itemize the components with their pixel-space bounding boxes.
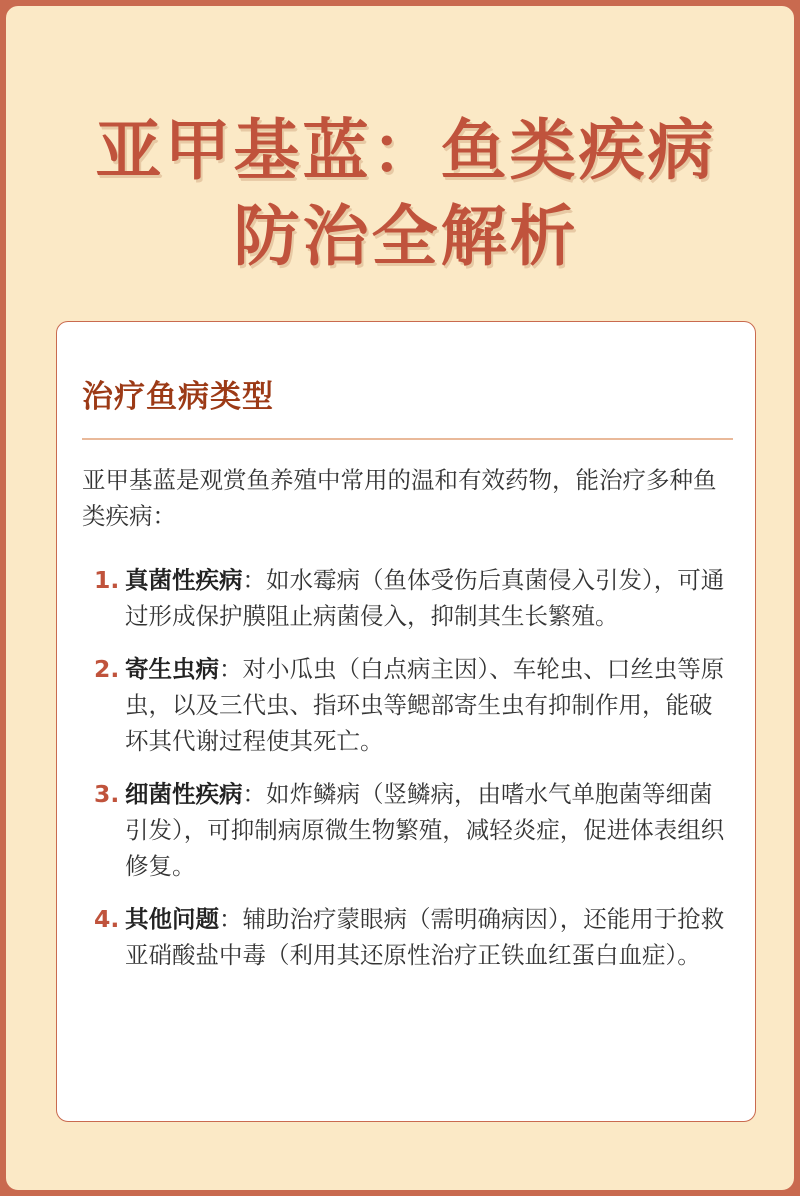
content-card: [56, 321, 756, 1122]
page-title: [6, 108, 800, 280]
section-divider: [82, 438, 733, 440]
list-item-description: 如水霉病（鱼体受伤后真菌侵入引发），可通过形成保护膜阻止病菌侵入，抑制其生长繁殖。: [125, 566, 725, 630]
list-item-fungal: [94, 562, 734, 634]
list-item-separator: ：: [219, 655, 243, 683]
list-item-term: 真菌性疾病: [125, 566, 243, 594]
list-item-bacterial: [94, 776, 734, 884]
list-item-separator: ：: [242, 780, 266, 808]
list-item-number: 1.: [94, 566, 120, 594]
page-title-line-2: 防治全解析: [233, 198, 579, 275]
list-item-term: 细菌性疾病: [125, 780, 243, 808]
page-title-line-1: 亚甲基蓝：鱼类疾病: [95, 112, 717, 189]
list-item-description: 如炸鳞病（竖鳞病，由嗜水气单胞菌等细菌引发），可抑制病原微生物繁殖，减轻炎症，促进体表组织修复。: [125, 780, 725, 880]
list-item-number: 4.: [94, 905, 120, 933]
intro-paragraph: 亚甲基蓝是观赏鱼养殖中常用的温和有效药物，能治疗多种鱼类疾病：: [82, 466, 717, 530]
list-item-term: 寄生虫病: [125, 655, 219, 683]
list-item-parasitic: [94, 651, 734, 759]
list-item-description: 对小瓜虫（白点病主因）、车轮虫、口丝虫等原虫，以及三代虫、指环虫等鳃部寄生虫有抑制作用，能破坏其代谢过程使其死亡。: [125, 655, 725, 755]
list-item-term: 其他问题: [125, 905, 219, 933]
list-item-description: 辅助治疗蒙眼病（需明确病因），还能用于抢救亚硝酸盐中毒（利用其还原性治疗正铁血红蛋白血症）。: [125, 905, 725, 969]
disease-list: [94, 562, 734, 990]
list-item-separator: ：: [242, 566, 266, 594]
list-item-number: 3.: [94, 780, 120, 808]
list-item-number: 2.: [94, 655, 120, 683]
section-heading: 治疗鱼病类型: [82, 379, 274, 415]
list-item-other: [94, 901, 734, 973]
list-item-separator: ：: [219, 905, 243, 933]
